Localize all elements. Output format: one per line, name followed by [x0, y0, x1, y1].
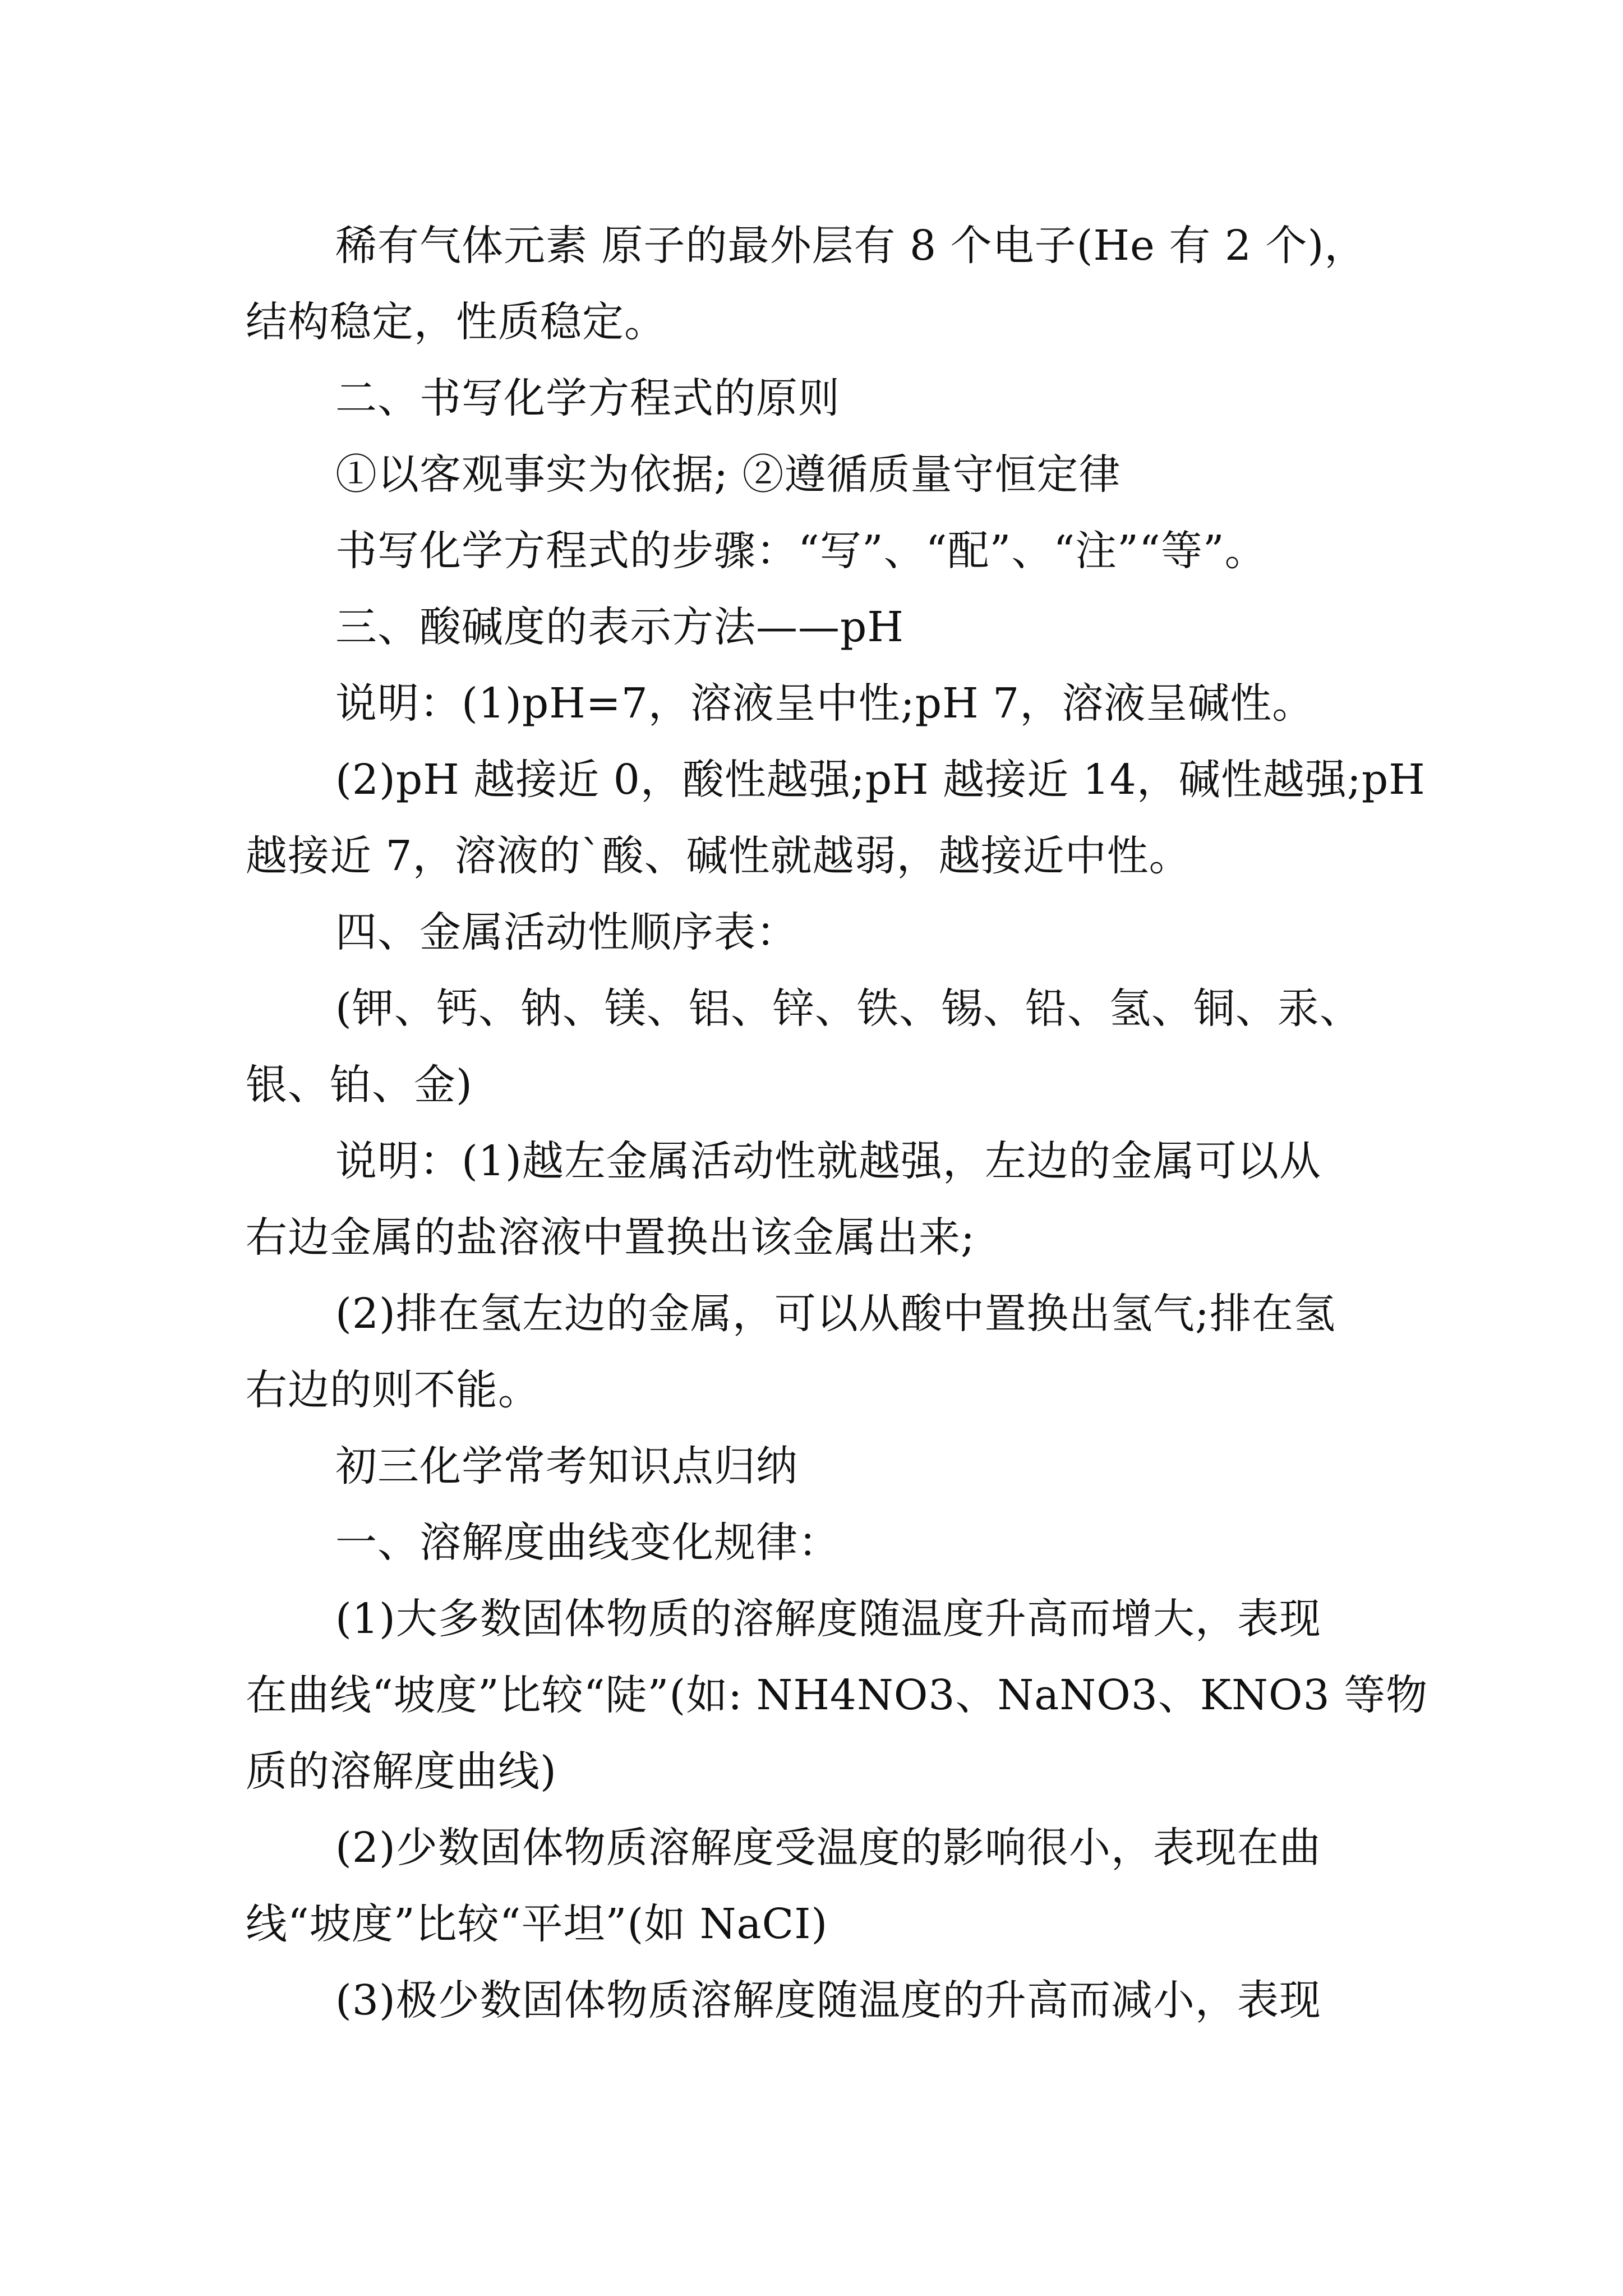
- section-heading: 一、溶解度曲线变化规律：: [335, 1519, 840, 1567]
- paragraph-line: 说明：(1)pH=7，溶液呈中性;pH 7，溶液呈碱性。: [335, 679, 1315, 728]
- paragraph-line: 稀有气体元素 原子的最外层有 8 个电子(He 有 2 个)，: [335, 222, 1367, 270]
- section-heading: 三、酸碱度的表示方法——pH: [335, 603, 904, 651]
- paragraph-line: 右边金属的盐溶液中置换出该金属出来;: [246, 1213, 975, 1262]
- section-heading: 二、书写化学方程式的原则: [335, 374, 840, 422]
- paragraph-line: (2)排在氢左边的金属，可以从酸中置换出氢气;排在氢: [335, 1290, 1336, 1338]
- paragraph-line: (1)大多数固体物质的溶解度随温度升高而增大，表现: [335, 1595, 1321, 1643]
- paragraph-line: (钾、钙、钠、镁、铝、锌、铁、锡、铅、氢、铜、汞、: [335, 984, 1362, 1033]
- paragraph-line: ①以客观事实为依据; ②遵循质量守恒定律: [335, 450, 1121, 499]
- paragraph-line: (2)少数固体物质溶解度受温度的影响很小，表现在曲: [335, 1824, 1321, 1872]
- paragraph-line: 说明：(1)越左金属活动性就越强，左边的金属可以从: [335, 1137, 1321, 1185]
- paragraph-line: 质的溶解度曲线): [246, 1747, 557, 1796]
- paragraph-line: 线“坡度”比较“平坦”(如 NaCI): [246, 1900, 828, 1948]
- paragraph-line: 结构稳定，性质稳定。: [246, 298, 666, 346]
- paragraph-line: 书写化学方程式的步骤：“写”、“配”、“注”“等”。: [335, 527, 1267, 575]
- section-heading: 初三化学常考知识点归纳: [335, 1442, 798, 1490]
- paragraph-line: 在曲线“坡度”比较“陡”(如: NH4NO3、NaNO3、KNO3 等物: [246, 1671, 1428, 1719]
- paragraph-line: (3)极少数固体物质溶解度随温度的升高而减小，表现: [335, 1976, 1321, 2024]
- paragraph-line: 右边的则不能。: [246, 1366, 540, 1414]
- paragraph-line: 越接近 7，溶液的`酸、碱性就越弱，越接近中性。: [246, 832, 1191, 880]
- paragraph-line: (2)pH 越接近 0，酸性越强;pH 越接近 14，碱性越强;pH: [335, 756, 1426, 804]
- paragraph-line: 银、铂、金): [246, 1061, 473, 1109]
- section-heading: 四、金属活动性顺序表：: [335, 908, 798, 956]
